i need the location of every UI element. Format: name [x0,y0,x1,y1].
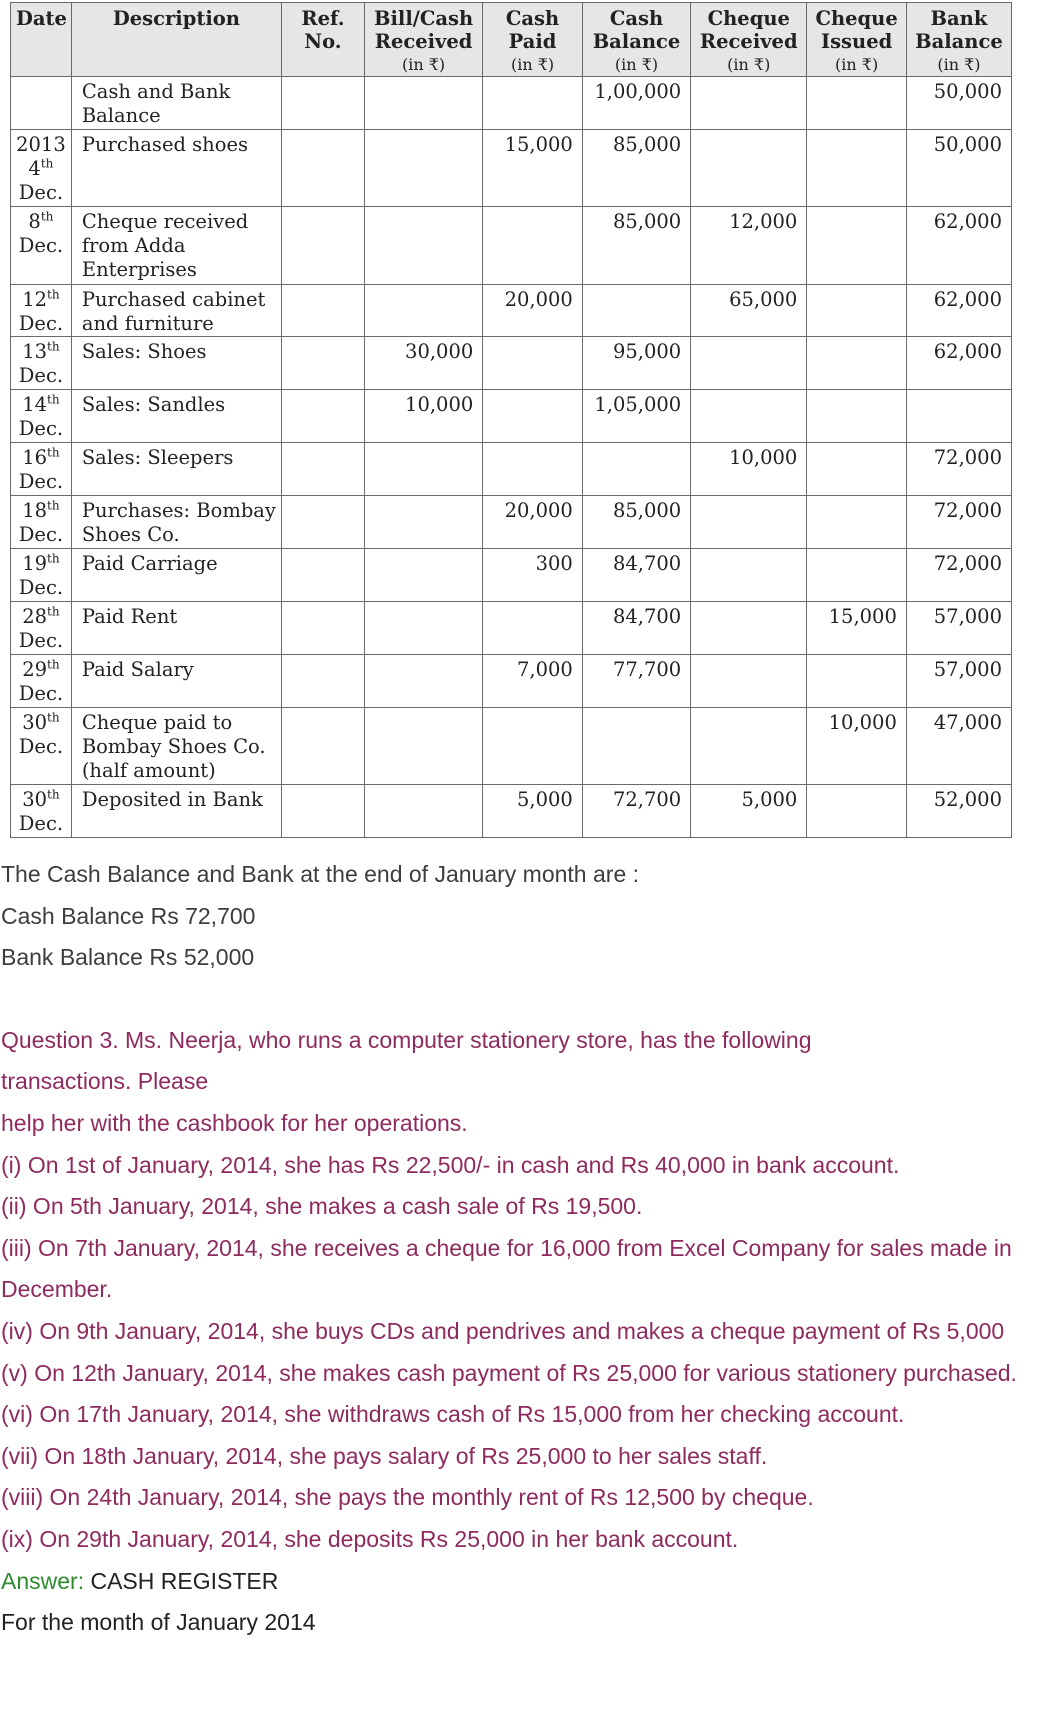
date-suffix: th [47,551,60,566]
table-header-row [11,3,1012,77]
date-suffix: th [47,339,60,354]
cheque-received-cell: 10,000 [691,443,807,496]
column-header-unit: (in ₹) [727,55,771,74]
table-row [11,337,1012,390]
bank-balance-cell: 72,000 [906,496,1011,549]
question-item: (i) On 1st of January, 2014, she has Rs 22,500/- in cash and Rs 40,000 in bank account. [1,1151,900,1178]
received-cell [364,548,482,601]
question-title: Question 3. Ms. Neerja, who runs a computer stationery store, has the following [1,1026,812,1053]
cheque-received-cell [691,548,807,601]
bank-balance-cell: 72,000 [906,443,1011,496]
cheque-issued-cell [807,548,907,601]
date-suffix: th [47,604,60,619]
table-row [11,707,1012,784]
received-cell: 30,000 [364,337,482,390]
description-cell: Cheque paid to Bombay Shoes Co. (half amount) [71,707,281,784]
received-cell [364,207,482,284]
column-header-unit: (in ₹) [402,55,446,74]
description-cell: Sales: Sandles [71,390,281,443]
column-header-unit: (in ₹) [510,55,555,74]
description-cell: Sales: Shoes [71,337,281,390]
date-day: 28 [22,604,48,628]
date-day: 13 [22,340,48,364]
description-cell: Cash and Bank Balance [71,77,281,130]
date-suffix: th [40,209,54,224]
date-month: Dec. [18,417,64,441]
paid-cell [483,390,583,443]
column-header [906,3,1011,77]
cheque-received-cell [691,601,807,654]
column-header [281,3,364,77]
table-row [11,784,1012,837]
date-cell [11,707,72,784]
bank-balance-cell: 72,000 [906,548,1011,601]
description-cell: Purchases: Bombay Shoes Co. [71,496,281,549]
column-header [691,3,807,77]
ref-cell [281,654,364,707]
column-header-label: Cash Paid [505,7,560,53]
cash-balance-cell: 1,05,000 [582,390,690,443]
text-content [1,854,1051,1644]
ref-cell [281,390,364,443]
cash-balance-cell: 84,700 [582,601,690,654]
date-cell [11,129,72,206]
date-cell [11,337,72,390]
bank-balance-cell: 62,000 [906,337,1011,390]
date-suffix: th [47,445,60,460]
ref-cell [281,784,364,837]
question-item: (iv) On 9th January, 2014, she buys CDs and pendrives and makes a cheque payment of Rs 5,000 [1,1317,1005,1344]
bank-balance-cell [906,390,1011,443]
column-header-label: Cheque Issued [815,7,898,53]
date-day: 19 [22,551,48,575]
ref-cell [281,207,364,284]
question-title-cont: transactions. Please [1,1068,209,1095]
bank-balance-cell: 62,000 [906,284,1011,337]
description-cell: Paid Carriage [71,548,281,601]
date-month: Dec. [18,523,64,547]
cheque-received-cell: 12,000 [691,207,807,284]
bank-balance-cell: 50,000 [906,129,1011,206]
question-item: (vii) On 18th January, 2014, she pays salary of Rs 25,000 to her sales staff. [1,1442,768,1469]
cheque-issued-cell: 10,000 [807,707,907,784]
paid-cell: 5,000 [483,784,583,837]
cash-balance-cell: 72,700 [582,784,690,837]
table-row [11,601,1012,654]
column-header [71,3,281,77]
date-day: 29 [22,657,48,681]
description-cell: Purchased shoes [71,129,281,206]
question-item: (v) On 12th January, 2014, she makes cash payment of Rs 25,000 for various stationery purchased. [1,1359,1017,1386]
question-item: (iii) On 7th January, 2014, she receives a cheque for 16,000 from Excel Company for sales made in December. [1,1234,1012,1303]
paid-cell [483,337,583,390]
table-row [11,548,1012,601]
column-header [483,3,583,77]
ref-cell [281,443,364,496]
bank-balance-cell: 50,000 [906,77,1011,130]
date-day: 2013 4 [16,132,66,180]
bank-balance-cell: 47,000 [906,707,1011,784]
date-month: Dec. [18,734,64,758]
date-month: Dec. [18,311,64,335]
date-cell [11,443,72,496]
cheque-received-cell [691,496,807,549]
ref-cell [281,77,364,130]
date-cell [11,77,72,130]
bank-balance-cell: 52,000 [906,784,1011,837]
question-item: (ii) On 5th January, 2014, she makes a cash sale of Rs 19,500. [1,1193,643,1220]
cash-balance-cell: 77,700 [582,654,690,707]
date-month: Dec. [18,180,64,204]
date-day: 16 [22,446,48,470]
cheque-received-cell [691,337,807,390]
column-header-label: Ref. No. [301,7,345,53]
paid-cell [483,443,583,496]
cheque-received-cell [691,390,807,443]
cheque-received-cell [691,129,807,206]
paid-cell [483,207,583,284]
cheque-received-cell [691,654,807,707]
cheque-received-cell [691,77,807,130]
question-item: (ix) On 29th January, 2014, she deposits Rs 25,000 in her bank account. [1,1525,739,1552]
cheque-issued-cell [807,129,907,206]
answer-label: Answer: [1,1567,85,1594]
table-row [11,496,1012,549]
cash-balance-cell [582,443,690,496]
ref-cell [281,707,364,784]
paid-cell [483,77,583,130]
ref-cell [281,337,364,390]
cash-register-table [10,2,1012,838]
cheque-issued-cell [807,77,907,130]
received-cell: 10,000 [364,390,482,443]
column-header-label: Cash Balance [592,7,681,53]
cheque-received-cell [691,707,807,784]
date-month: Dec. [18,811,64,835]
cheque-issued-cell [807,496,907,549]
column-header-label: Bill/Cash Received [374,7,474,53]
ref-cell [281,129,364,206]
table-row [11,443,1012,496]
received-cell [364,443,482,496]
table-body [11,77,1012,838]
summary-intro: The Cash Balance and Bank at the end of January month are : [1,861,640,887]
column-header-label: Description [112,7,240,30]
cheque-received-cell: 5,000 [691,784,807,837]
date-suffix: th [47,498,60,513]
date-cell [11,548,72,601]
cheque-issued-cell [807,443,907,496]
cheque-received-cell: 65,000 [691,284,807,337]
date-suffix: th [47,787,60,802]
table-row [11,77,1012,130]
column-header [807,3,907,77]
date-suffix: th [40,156,54,171]
cash-balance-cell: 85,000 [582,207,690,284]
paid-cell: 7,000 [483,654,583,707]
cheque-issued-cell: 15,000 [807,601,907,654]
cash-balance-cell [582,284,690,337]
cheque-issued-cell [807,390,907,443]
description-cell: Deposited in Bank [71,784,281,837]
received-cell [364,129,482,206]
received-cell [364,77,482,130]
table-row [11,207,1012,284]
received-cell [364,654,482,707]
description-cell: Cheque received from Adda Enterprises [71,207,281,284]
cheque-issued-cell [807,784,907,837]
date-month: Dec. [18,364,64,388]
question-item: (vi) On 17th January, 2014, she withdraws cash of Rs 15,000 from her checking account. [1,1401,905,1428]
date-suffix: th [47,657,60,672]
date-day: 18 [22,499,48,523]
paid-cell [483,601,583,654]
ref-cell [281,496,364,549]
answer-line [1,1561,1051,1603]
date-month: Dec. [18,234,64,258]
table-row [11,654,1012,707]
received-cell [364,284,482,337]
column-header [582,3,690,77]
description-cell: Paid Rent [71,601,281,654]
paid-cell [483,707,583,784]
date-day: 30 [22,787,48,811]
answer-subheading: For the month of January 2014 [1,1609,316,1636]
date-day: 30 [22,710,48,734]
table-row [11,390,1012,443]
spacer [1,979,1051,1020]
cash-balance-cell: 85,000 [582,129,690,206]
column-header-label: Bank Balance [915,7,1003,53]
column-header [11,3,72,77]
cash-balance-cell: 1,00,000 [582,77,690,130]
cash-balance-cell: 85,000 [582,496,690,549]
column-header [364,3,482,77]
date-suffix: th [47,287,60,302]
cash-balance-cell [582,707,690,784]
bank-balance-cell: 57,000 [906,654,1011,707]
cheque-issued-cell [807,337,907,390]
date-cell [11,390,72,443]
date-cell [11,784,72,837]
question-title-cont-2: help her with the cashbook for her operations. [1,1109,468,1136]
column-header-unit: (in ₹) [937,55,981,74]
ref-cell [281,284,364,337]
date-day: 12 [22,287,48,311]
column-header-unit: (in ₹) [614,55,659,74]
answer-heading: CASH REGISTER [84,1567,279,1594]
date-suffix: th [47,392,60,407]
date-month: Dec. [18,628,64,652]
cash-balance-cell: 95,000 [582,337,690,390]
cheque-issued-cell [807,284,907,337]
summary-cash-balance: Cash Balance Rs 72,700 [1,902,256,929]
date-suffix: th [47,710,60,725]
date-cell [11,601,72,654]
question-items [1,1145,1051,1561]
column-header-label: Date [16,7,67,30]
summary-bank-balance: Bank Balance Rs 52,000 [1,944,255,971]
cheque-issued-cell [807,654,907,707]
ref-cell [281,548,364,601]
date-cell [11,654,72,707]
paid-cell: 300 [483,548,583,601]
date-cell [11,496,72,549]
table-row [11,284,1012,337]
cash-balance-cell: 84,700 [582,548,690,601]
paid-cell: 20,000 [483,284,583,337]
date-cell [11,284,72,337]
paid-cell: 20,000 [483,496,583,549]
cheque-issued-cell [807,207,907,284]
date-month: Dec. [18,681,64,705]
bank-balance-cell: 62,000 [906,207,1011,284]
date-day: 14 [22,393,48,417]
question-item: (viii) On 24th January, 2014, she pays the monthly rent of Rs 12,500 by cheque. [1,1484,814,1511]
table-row [11,129,1012,206]
received-cell [364,601,482,654]
date-day: 8 [28,210,41,234]
paid-cell: 15,000 [483,129,583,206]
received-cell [364,784,482,837]
description-cell: Sales: Sleepers [71,443,281,496]
column-header-unit: (in ₹) [835,55,879,74]
received-cell [364,707,482,784]
received-cell [364,496,482,549]
description-cell: Purchased cabinet and furniture [71,284,281,337]
column-header-label: Cheque Received [699,7,798,53]
description-cell: Paid Salary [71,654,281,707]
date-cell [11,207,72,284]
date-month: Dec. [18,470,64,494]
ref-cell [281,601,364,654]
bank-balance-cell: 57,000 [906,601,1011,654]
date-month: Dec. [18,575,64,599]
